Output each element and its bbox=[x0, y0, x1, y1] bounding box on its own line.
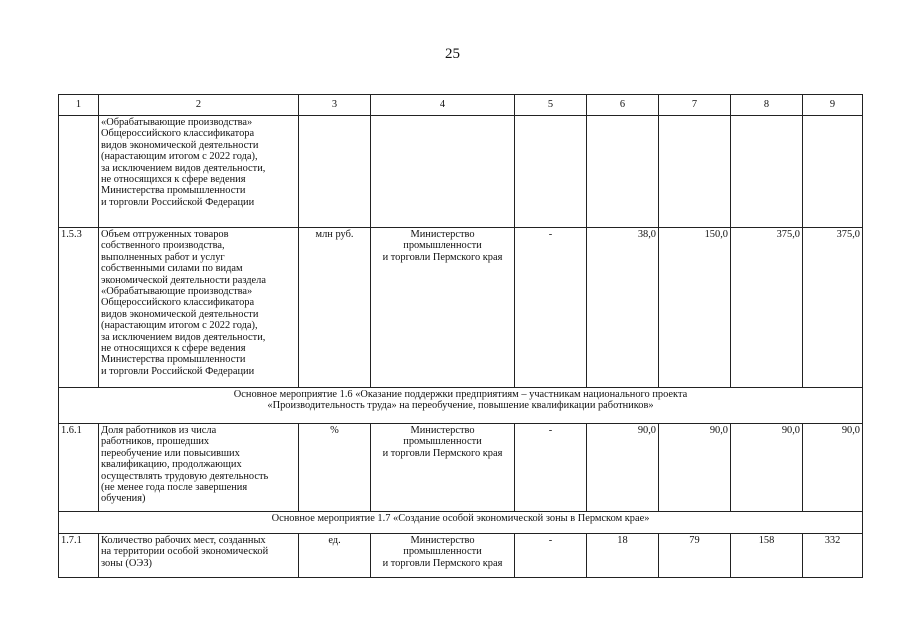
value-cell: 375,0 bbox=[731, 228, 803, 388]
row-description: Объем отгруженных товаров собственного производства, выполненных работ и услуг собственными силами по видам экономической деятельности раздела «Обрабатывающие производства» Общероссийского классификатора видов экономической деятельности (нарастающим итогом с 2022 года), за исключением видов деятельности, не относящихся к сфере ведения Министерства промышленности и торговли Российской Федерации bbox=[99, 228, 299, 388]
unit-cell: млн руб. bbox=[299, 228, 371, 388]
value-cell: 90,0 bbox=[659, 424, 731, 512]
value-cell: - bbox=[515, 534, 587, 578]
column-header: 1 bbox=[59, 95, 99, 116]
value-cell bbox=[515, 116, 587, 228]
executor-cell: Министерство промышленности и торговли Пермского края bbox=[371, 424, 515, 512]
value-cell: 38,0 bbox=[587, 228, 659, 388]
column-header: 4 bbox=[371, 95, 515, 116]
section-heading: Основное мероприятие 1.7 «Создание особой экономической зоны в Пермском крае» bbox=[59, 512, 863, 534]
row-number-cell bbox=[59, 116, 99, 228]
value-cell: 18 bbox=[587, 534, 659, 578]
table-row-1-6-1 bbox=[59, 424, 863, 512]
table-row-1-7-1 bbox=[59, 534, 863, 578]
section-heading: Основное мероприятие 1.6 «Оказание поддержки предприятиям – участникам национального проекта «Производительность труда» на переобучение, повышение квалификации работников» bbox=[59, 388, 863, 424]
value-cell: 90,0 bbox=[587, 424, 659, 512]
column-header: 9 bbox=[803, 95, 863, 116]
column-header: 2 bbox=[99, 95, 299, 116]
indicators-table bbox=[58, 94, 863, 578]
table-row-1-5-3 bbox=[59, 228, 863, 388]
column-header: 6 bbox=[587, 95, 659, 116]
value-cell: 79 bbox=[659, 534, 731, 578]
column-header: 7 bbox=[659, 95, 731, 116]
executor-cell: Министерство промышленности и торговли Пермского края bbox=[371, 228, 515, 388]
column-header: 5 bbox=[515, 95, 587, 116]
row-number: 1.7.1 bbox=[59, 534, 99, 578]
value-cell: 332 bbox=[803, 534, 863, 578]
executor-cell bbox=[371, 116, 515, 228]
value-cell: 90,0 bbox=[731, 424, 803, 512]
page-number: 25 bbox=[445, 46, 460, 62]
row-number: 1.5.3 bbox=[59, 228, 99, 388]
unit-cell: ед. bbox=[299, 534, 371, 578]
unit-cell: % bbox=[299, 424, 371, 512]
value-cell: 150,0 bbox=[659, 228, 731, 388]
row-description: «Обрабатывающие производства» Общероссийского классификатора видов экономической деятельности (нарастающим итогом с 2022 года), за исключением видов деятельности, не относящихся к сфере ведения Министерства промышленности и торговли Российской Федерации bbox=[99, 116, 299, 228]
column-numbers-row bbox=[59, 95, 863, 116]
value-cell: 158 bbox=[731, 534, 803, 578]
value-cell: 375,0 bbox=[803, 228, 863, 388]
value-cell bbox=[587, 116, 659, 228]
value-cell: - bbox=[515, 228, 587, 388]
row-number: 1.6.1 bbox=[59, 424, 99, 512]
section-row-1-6 bbox=[59, 388, 863, 424]
unit-cell bbox=[299, 116, 371, 228]
table-row-continuation bbox=[59, 116, 863, 228]
column-header: 8 bbox=[731, 95, 803, 116]
row-description: Количество рабочих мест, созданных на территории особой экономической зоны (ОЭЗ) bbox=[99, 534, 299, 578]
value-cell bbox=[803, 116, 863, 228]
section-row-1-7 bbox=[59, 512, 863, 534]
executor-cell: Министерство промышленности и торговли Пермского края bbox=[371, 534, 515, 578]
value-cell bbox=[659, 116, 731, 228]
value-cell: - bbox=[515, 424, 587, 512]
column-header: 3 bbox=[299, 95, 371, 116]
row-description: Доля работников из числа работников, прошедших переобучение или повысивших квалификацию, продолжающих осуществлять трудовую деятельность (не менее года после завершения обучения) bbox=[99, 424, 299, 512]
value-cell bbox=[731, 116, 803, 228]
value-cell: 90,0 bbox=[803, 424, 863, 512]
